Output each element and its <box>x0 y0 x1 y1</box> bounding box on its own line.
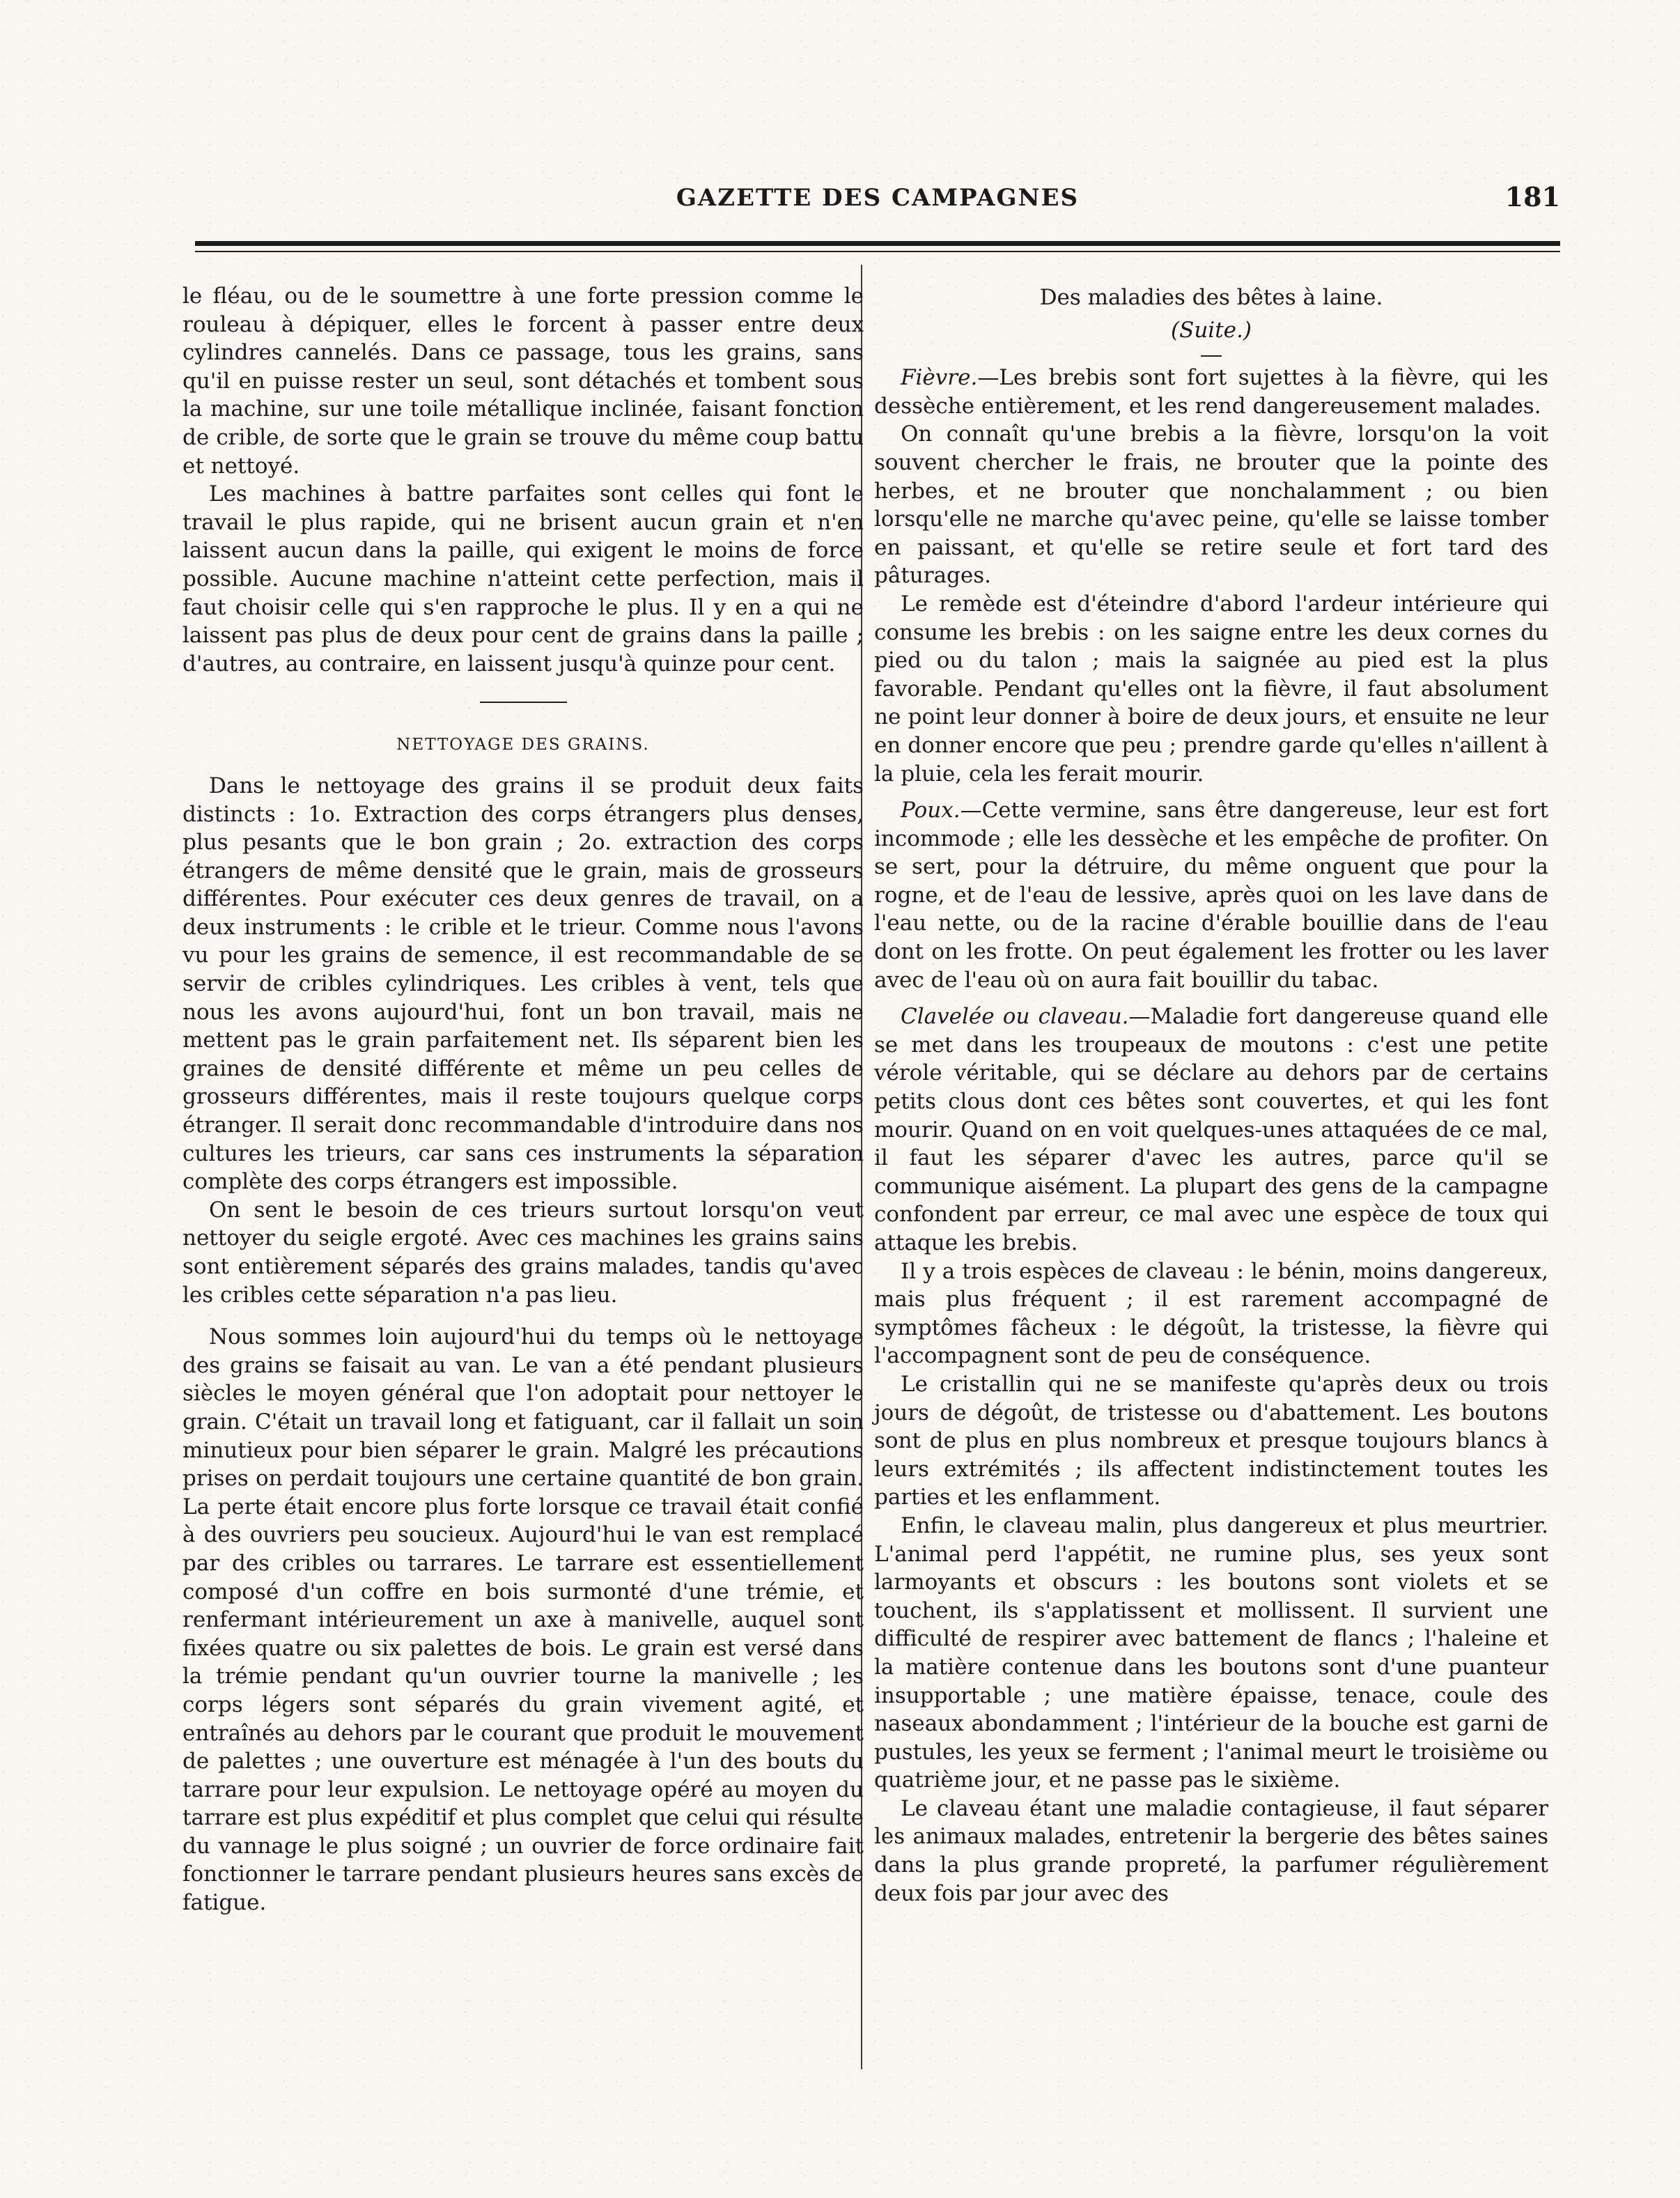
article-subtitle: (Suite.) <box>1171 317 1252 343</box>
paragraph <box>874 796 1548 994</box>
paragraph-lead: Poux. <box>901 798 960 823</box>
paragraph-lead: Clavelée ou claveau. <box>901 1004 1129 1030</box>
paragraph-gap <box>874 994 1548 1003</box>
paragraph: le fléau, ou de le soumettre à une forte pression comme le rouleau à dépiquer, elles le forcent à passer entre deux cylindres cannelés. Dans ce passage, tous les grains, sans qu'il en puisse rester un seul, sont détachés et tombent sous la machine, sur une toile métallique inclinée, faisant fonction de crible, de sorte que le grain se trouve du même coup battu et nettoyé. <box>182 284 864 479</box>
paragraph-gap <box>182 1309 864 1323</box>
paragraph: On sent le besoin de ces trieurs surtout lorsqu'on veut nettoyer du seigle ergoté. Avec ces machines les grains sains sont entièrement séparés des grains malades, tandis qu'avec les cribles cette séparation n'a pas lieu. <box>182 1197 864 1308</box>
running-title: GAZETTE DES CAMPAGNES <box>676 184 1080 212</box>
section-title: NETTOYAGE DES GRAINS. <box>396 736 650 754</box>
paragraph-body: —Les brebis sont fort sujettes à la fièvre, qui les dessèche entièrement, et les rend dangereusement malades. <box>874 365 1548 419</box>
paragraph: Il y a trois espèces de claveau : le bénin, moins dangereux, mais plus fréquent ; il est rarement accompagné de symptômes fâcheux : le dégoût, la tristesse, la fièvre qui l'accompagnent sont de peu de conséquence. <box>874 1258 1548 1369</box>
paragraph: Les machines à battre parfaites sont celles qui font le travail le plus rapide, qui ne brisent aucun grain et n'en laissent aucun dans la paille, qui exigent le moins de force possible. Aucune machine n'atteint cette perfection, mais il faut choisir celle qui s'en rapproche le plus. Il y en a qui ne laissent pas plus de deux pour cent de grains dans la paille ; d'autres, au contraire, en laissent jusqu'à quinze pour cent. <box>182 481 864 676</box>
paragraph-body: —Cette vermine, sans être dangereuse, leur est fort incommode ; elle les dessèche et les empêche de profiter. On se sert, pour la détruire, du même onguent que pour la rogne, et de l'eau de lessive, après quoi on les lave dans de l'eau nette, ou de la racine d'érable bouillie dans de l'eau dont on les frotte. On peut également les frotter ou les laver avec de l'eau où on aura fait bouillir du tabac. <box>874 798 1548 993</box>
paragraph: Le cristallin qui ne se manifeste qu'après deux ou trois jours de dégoût, de tristesse ou d'abattement. Les boutons sont de plus en plus nombreux et presque toujours blancs à leurs extrémités ; ils affectent indistinctement toutes les parties et les enflamment. <box>874 1371 1548 1510</box>
paragraph: Enfin, le claveau malin, plus dangereux et plus meurtrier. L'animal perd l'appétit, ne rumine plus, ses yeux sont larmoyants et obscurs : les boutons sont violets et se touchent, ils s'applatissent et mollissent. Il survient une difficulté de respirer avec battement de flancs ; l'haleine et la matière contenue dans les boutons sont d'une puanteur insupportable ; une matière épaisse, tenace, coule des naseaux abondamment ; l'intérieur de la bouche est garni de pustules, les yeux se ferment ; l'animal meurt le troisième ou quatrième jour, et ne passe pas le sixième. <box>874 1512 1548 1793</box>
paragraph <box>874 364 1548 420</box>
paragraph-body: —Maladie fort dangereuse quand elle se met dans les troupeaux de moutons : c'est une petite vérole véritable, qui se déclare au dehors par de certains petits clous dont ces bêtes sont couvertes, et qui les font mourir. Quand on en voit quelques-unes attaquées de ce mal, il faut les séparer d'avec les autres, parce qu'il se communique aisément. La plupart des gens de la campagne confondent par erreur, ce mal avec une espèce de toux qui attaque les brebis. <box>874 1004 1548 1255</box>
section-divider <box>480 702 567 703</box>
page-number: 181 <box>1504 181 1560 212</box>
header-rule-thick <box>195 241 1560 246</box>
paragraph: Le remède est d'éteindre d'abord l'ardeur intérieure qui consume les brebis : on les saigne entre les deux cornes du pied ou du talon ; mais la saignée au pied est la plus favorable. Pendant qu'elles ont la fièvre, il faut absolument ne point leur donner à boire de deux jours, et ensuite ne leur en donner encore que peu ; prendre garde qu'elles n'aillent à la pluie, cela les ferait mourir. <box>874 591 1548 787</box>
paragraph: On connaît qu'une brebis a la fièvre, lorsqu'on la voit souvent chercher le frais, ne brouter que la pointe des herbes, et ne brouter que nonchalamment ; ou bien lorsqu'elle ne marche qu'avec peine, qu'elle se laisse tomber en paissant, et qu'elle se retire seule et fort tard des pâturages. <box>874 421 1548 589</box>
paragraph <box>874 1003 1548 1257</box>
header-rule-thin <box>195 251 1560 252</box>
paragraph-gap <box>874 788 1548 796</box>
left-column <box>182 282 864 1917</box>
article-title: Des maladies des bêtes à laine. <box>1039 285 1383 310</box>
paragraph: Nous sommes loin aujourd'hui du temps où le nettoyage des grains se faisait au van. Le van a été pendant plusieurs siècles le moyen général que l'on adoptait pour nettoyer le grain. C'était un travail long et fatiguant, car il fallait un soin minutieux pour bien séparer le grain. Malgré les précautions prises on perdait toujours une certaine quantité de bon grain. La perte était encore plus forte lorsque ce travail était confié à des ouvriers peu soucieux. Aujourd'hui le van est remplacé par des cribles ou tarrares. Le tarrare est essentiellement composé d'un coffre en bois surmonté d'une trémie, et renfermant intérieurement un axe à manivelle, auquel sont fixées quatre ou six palettes de bois. Le grain est versé dans la trémie pendant qu'un ouvrier tourne la manivelle ; les corps légers sont séparés du grain vivement agité, et entraînés au dehors par le courant que produit le mouvement de palettes ; une ouverture est ménagée à l'un des bouts du tarrare pour leur expulsion. Le nettoyage opéré au moyen du tarrare est plus expéditif et plus complet que celui qui résulte du vannage le plus soigné ; un ouvrier de force ordinaire fait fonctionner le tarrare pendant plusieurs heures sans excès de fatigue. <box>182 1324 864 1916</box>
title-rule <box>1201 355 1222 357</box>
paragraph: Le claveau étant une maladie contagieuse, il faut séparer les animaux malades, entretenir la bergerie des bêtes saines dans la plus grande propreté, la parfumer régulièrement deux fois par jour avec des <box>874 1795 1548 1906</box>
paragraph-lead: Fièvre. <box>901 365 978 391</box>
right-column <box>874 282 1548 1907</box>
paragraph: Dans le nettoyage des grains il se produit deux faits distincts : 1o. Extraction des corps étrangers plus denses, plus pesants que le bon grain ; 2o. extraction des corps étrangers de même densité que le grain, mais de grosseurs différentes. Pour exécuter ces deux genres de travail, on a deux instruments : le crible et le trieur. Comme nous l'avons vu pour les grains de semence, il est recommandable de se servir de cribles cylindriques. Les cribles à vent, tels que nous les avons aujourd'hui, font un bon travail, mais ne mettent pas le grain parfaitement net. Ils séparent bien les graines de densité différente et même un peu celles de grosseurs différentes, mais il reste toujours quelque corps étranger. Il serait donc recommandable d'introduire dans nos cultures les trieurs, car sans ces instruments la séparation complète des corps étrangers est impossible. <box>182 773 864 1195</box>
page-header <box>195 180 1560 222</box>
